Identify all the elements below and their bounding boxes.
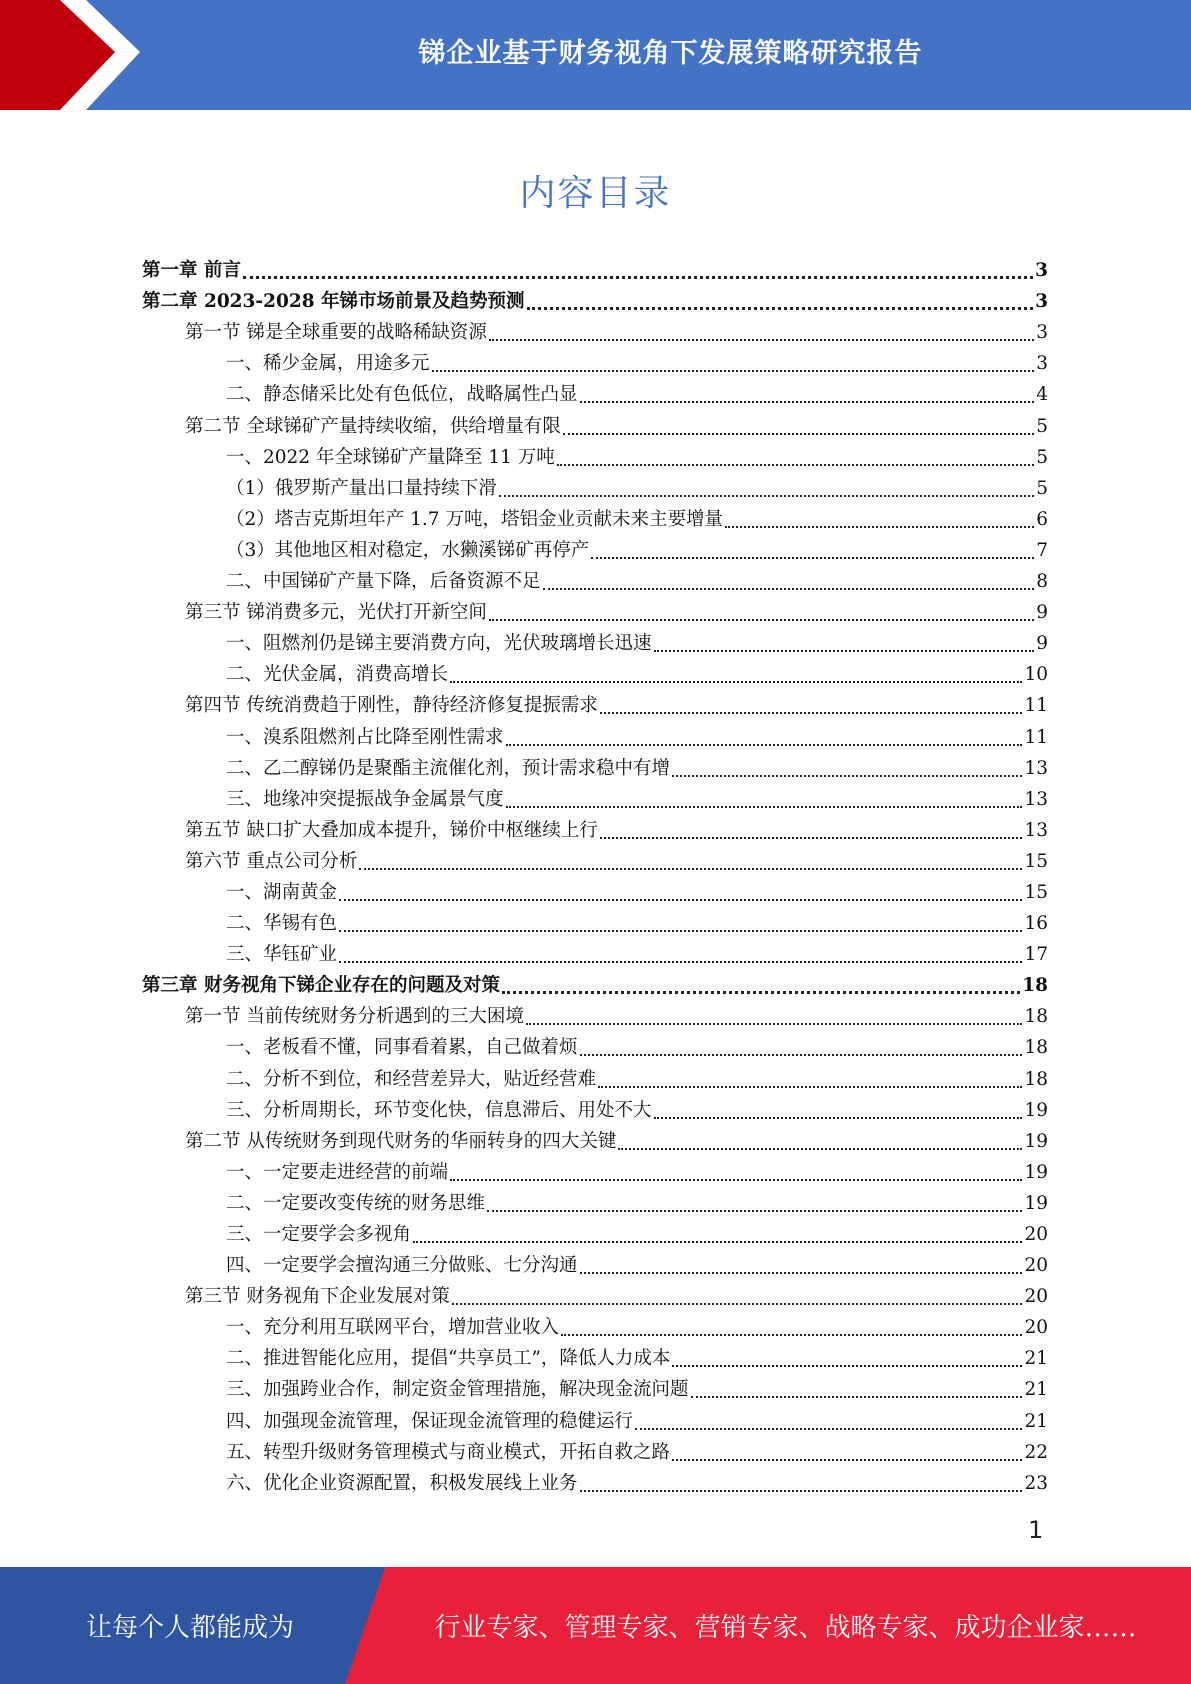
toc-dot-leader: [600, 712, 1023, 714]
toc-entry-page: 13: [1024, 788, 1048, 810]
toc-entry-label: 一、老板看不懂，同事看着累，自己做着烦: [226, 1037, 578, 1059]
toc-entry-page: 5: [1036, 446, 1048, 468]
toc-dot-leader: [506, 806, 1023, 808]
toc-entry-label: 第一章 前言: [142, 260, 241, 282]
toc-entry-page: 20: [1024, 1224, 1048, 1245]
toc-entry-page: 10: [1024, 664, 1048, 686]
toc-entry-page: 15: [1024, 881, 1048, 903]
footer-slogan-left: 让每个人都能成为: [85, 1613, 294, 1643]
toc-entry-label: 第一节 锑是全球重要的战略稀缺资源: [185, 322, 487, 344]
toc-entry[interactable]: [142, 504, 1048, 535]
toc-entry-page: 17: [1024, 944, 1048, 966]
toc-entry-label: 一、阻燃剂仍是锑主要消费方向，光伏玻璃增长迅速: [226, 633, 652, 655]
toc-entry-label: 第二章 2023-2028 年锑市场前景及趋势预测: [142, 291, 525, 313]
toc-entry-label: （3）其他地区相对稳定，水獭溪锑矿再停产: [226, 539, 590, 561]
toc-entry[interactable]: [142, 379, 1048, 410]
toc-entry-page: 22: [1024, 1441, 1048, 1463]
toc-entry[interactable]: [142, 784, 1048, 815]
toc-dot-leader: [654, 650, 1035, 652]
toc-dot-leader: [339, 930, 1022, 932]
toc-dot-leader: [725, 526, 1034, 528]
toc-entry-page: 3: [1035, 291, 1048, 313]
toc-entry-page: 9: [1036, 633, 1048, 655]
toc-entry-label: （2）塔吉克斯坦年产 1.7 万吨，塔铝金业贡献未来主要增量: [226, 508, 723, 530]
toc-entry-page: 3: [1036, 353, 1048, 375]
page-number: 1: [1028, 1516, 1044, 1544]
toc-entry[interactable]: [142, 1374, 1048, 1405]
toc-dot-leader: [557, 464, 1034, 466]
page-header: [0, 0, 1191, 110]
toc-dot-leader: [489, 339, 1034, 341]
toc-entry-page: 11: [1024, 695, 1048, 717]
toc-dot-leader: [506, 744, 1023, 746]
toc-entry[interactable]: [142, 535, 1048, 566]
toc-entry-page: 3: [1035, 260, 1048, 282]
toc-entry-label: 一、稀少金属，用途多元: [226, 353, 430, 375]
toc-entry[interactable]: [142, 1343, 1048, 1374]
toc-entry[interactable]: [142, 1405, 1048, 1436]
toc-dot-leader: [591, 557, 1034, 559]
toc-entry-label: 二、光伏金属，消费高增长: [226, 664, 449, 686]
toc-entry-page: 8: [1036, 571, 1048, 593]
toc-entry-label: 第四节 传统消费趋于刚性，静待经济修复提振需求: [185, 695, 598, 717]
toc-entry-page: 3: [1036, 322, 1048, 344]
toc-entry-label: 五、转型升级财务管理模式与商业模式，开拓自救之路: [226, 1441, 671, 1463]
toc-entry-page: 16: [1024, 913, 1048, 935]
toc-entry-page: 19: [1024, 1099, 1048, 1121]
toc-entry[interactable]: [142, 1188, 1048, 1219]
toc-dot-leader: [672, 1459, 1022, 1461]
toc-entry-page: 6: [1036, 508, 1048, 530]
toc-dot-leader: [654, 1117, 1023, 1119]
toc-entry-label: 一、充分利用互联网平台，增加营业收入: [226, 1317, 560, 1339]
toc-entry[interactable]: [142, 473, 1048, 504]
toc-entry-label: 二、乙二醇锑仍是聚酯主流催化剂，预计需求稳中有增: [226, 757, 671, 779]
report-title: 锑企业基于财务视角下发展策略研究报告: [418, 37, 923, 69]
toc-entry[interactable]: [142, 753, 1048, 784]
toc-entry[interactable]: [142, 1219, 1048, 1250]
toc-dot-leader: [600, 837, 1023, 839]
toc-entry[interactable]: [142, 566, 1048, 597]
toc-dot-leader: [527, 307, 1034, 310]
toc-entry[interactable]: [142, 939, 1048, 970]
toc-entry-page: 13: [1024, 819, 1048, 841]
toc-entry[interactable]: [142, 1468, 1048, 1499]
toc-entry-label: 第二节 全球锑矿产量持续收缩，供给增量有限: [185, 415, 561, 437]
toc-entry-page: 19: [1024, 1192, 1048, 1214]
toc-entry-page: 18: [1022, 975, 1048, 997]
toc-entry[interactable]: [142, 1250, 1048, 1281]
toc-dot-leader: [452, 1303, 1023, 1305]
toc-entry[interactable]: [142, 1126, 1048, 1157]
toc-entry-label: 第三章 财务视角下锑企业存在的问题及对策: [142, 975, 500, 997]
toc-entry-page: 19: [1024, 1130, 1048, 1152]
toc-entry[interactable]: [142, 1032, 1048, 1063]
toc-entry[interactable]: [142, 659, 1048, 690]
toc-entry-page: 5: [1036, 477, 1048, 499]
toc-dot-leader: [561, 1334, 1022, 1336]
toc-entry[interactable]: [142, 1157, 1048, 1188]
toc-entry-label: 三、一定要学会多视角: [226, 1224, 412, 1245]
toc-dot-leader: [502, 991, 1020, 994]
toc-entry[interactable]: [142, 286, 1048, 317]
toc-entry-label: 三、华钰矿业: [226, 944, 338, 966]
toc-entry[interactable]: [142, 442, 1048, 473]
table-of-contents: [142, 255, 1048, 1499]
toc-dot-leader: [580, 1054, 1023, 1056]
toc-entry[interactable]: [142, 1095, 1048, 1126]
toc-entry-page: 15: [1024, 850, 1048, 872]
toc-dot-leader: [359, 868, 1022, 870]
toc-entry-page: 4: [1036, 384, 1048, 406]
toc-entry-label: 二、静态储采比处有色低位，战略属性凸显: [226, 384, 578, 406]
toc-entry-label: 一、溴系阻燃剂占比降至刚性需求: [226, 726, 504, 748]
toc-entry-page: 7: [1036, 539, 1048, 561]
toc-entry[interactable]: [142, 690, 1048, 721]
toc-entry[interactable]: [142, 721, 1048, 752]
toc-entry[interactable]: [142, 317, 1048, 348]
toc-entry[interactable]: [142, 970, 1048, 1001]
toc-dot-leader: [339, 899, 1022, 901]
toc-entry-page: 20: [1024, 1286, 1048, 1308]
toc-entry-label: 二、分析不到位，和经营差异大，贴近经营难: [226, 1068, 597, 1090]
toc-entry-label: 第三节 财务视角下企业发展对策: [185, 1286, 450, 1308]
toc-entry-page: 13: [1024, 757, 1048, 779]
toc-entry-label: 三、地缘冲突提振战争金属景气度: [226, 788, 504, 810]
toc-entry[interactable]: [142, 1001, 1048, 1032]
toc-entry-label: 二、中国锑矿产量下降，后备资源不足: [226, 571, 541, 593]
toc-dot-leader: [432, 370, 1035, 372]
toc-entry-label: 一、湖南黄金: [226, 881, 338, 903]
toc-entry-label: 第五节 缺口扩大叠加成本提升，锑价中枢继续上行: [185, 819, 598, 841]
toc-dot-leader: [489, 619, 1034, 621]
toc-entry-page: 23: [1024, 1472, 1048, 1494]
toc-dot-leader: [672, 775, 1022, 777]
toc-entry-page: 21: [1024, 1410, 1048, 1432]
toc-entry[interactable]: [142, 908, 1048, 939]
toc-entry[interactable]: [142, 628, 1048, 659]
header-arrow-decoration: [0, 0, 150, 110]
toc-entry-label: 四、一定要学会擅沟通三分做账、七分沟通: [226, 1255, 578, 1277]
toc-entry-label: 六、优化企业资源配置，积极发展线上业务: [226, 1472, 578, 1494]
toc-entry-label: 第三节 锑消费多元，光伏打开新空间: [185, 602, 487, 624]
toc-entry[interactable]: [142, 1437, 1048, 1468]
toc-entry[interactable]: [142, 1312, 1048, 1343]
toc-dot-leader: [413, 1241, 1022, 1243]
toc-entry-label: 第一节 当前传统财务分析遇到的三大困境: [185, 1006, 524, 1028]
toc-dot-leader: [580, 401, 1035, 403]
toc-entry-label: 二、华锡有色: [226, 913, 338, 935]
toc-dot-leader: [543, 588, 1035, 590]
toc-entry-page: 11: [1024, 726, 1048, 748]
toc-entry-label: 第六节 重点公司分析: [185, 850, 358, 872]
toc-entry[interactable]: [142, 410, 1048, 441]
toc-dot-leader: [618, 1148, 1022, 1150]
toc-entry-page: 21: [1024, 1379, 1048, 1401]
toc-dot-leader: [526, 1023, 1023, 1025]
toc-entry-page: 18: [1024, 1068, 1048, 1090]
toc-entry-label: 二、一定要改变传统的财务思维: [226, 1192, 486, 1214]
toc-heading: 内容目录: [519, 173, 672, 214]
toc-entry[interactable]: [142, 597, 1048, 628]
toc-dot-leader: [450, 1179, 1022, 1181]
toc-dot-leader: [563, 433, 1034, 435]
toc-entry-page: 21: [1024, 1348, 1048, 1370]
toc-entry-label: （1）俄罗斯产量出口量持续下滑: [226, 477, 497, 499]
toc-entry-label: 二、推进智能化应用，提倡“共享员工”，降低人力成本: [226, 1348, 671, 1370]
toc-entry-page: 18: [1024, 1037, 1048, 1059]
toc-entry[interactable]: [142, 877, 1048, 908]
toc-dot-leader: [450, 681, 1022, 683]
toc-entry-page: 18: [1024, 1006, 1048, 1028]
toc-entry-page: 5: [1036, 415, 1048, 437]
toc-dot-leader: [339, 961, 1022, 963]
toc-entry-page: 20: [1024, 1255, 1048, 1277]
toc-entry-page: 20: [1024, 1317, 1048, 1339]
toc-dot-leader: [635, 1428, 1022, 1430]
toc-dot-leader: [580, 1490, 1023, 1492]
toc-entry[interactable]: [142, 1281, 1048, 1312]
toc-entry-label: 一、一定要走进经营的前端: [226, 1161, 449, 1183]
toc-entry[interactable]: [142, 1063, 1048, 1094]
toc-entry-page: 9: [1036, 602, 1048, 624]
toc-entry-label: 三、加强跨业合作，制定资金管理措施，解决现金流问题: [226, 1379, 689, 1401]
toc-dot-leader: [499, 495, 1034, 497]
toc-dot-leader: [598, 1086, 1022, 1088]
toc-entry-label: 一、2022 年全球锑矿产量降至 11 万吨: [226, 446, 555, 468]
toc-dot-leader: [243, 276, 1033, 279]
page-footer: [0, 1567, 1191, 1684]
toc-entry[interactable]: [142, 348, 1048, 379]
toc-entry[interactable]: [142, 846, 1048, 877]
toc-dot-leader: [691, 1396, 1023, 1398]
toc-entry[interactable]: [142, 815, 1048, 846]
toc-entry-label: 四、加强现金流管理，保证现金流管理的稳健运行: [226, 1410, 634, 1432]
toc-entry-label: 第二节 从传统财务到现代财务的华丽转身的四大关键: [185, 1130, 617, 1152]
toc-dot-leader: [672, 1365, 1022, 1367]
toc-dot-leader: [580, 1272, 1023, 1274]
toc-dot-leader: [487, 1210, 1022, 1212]
toc-entry-page: 19: [1024, 1161, 1048, 1183]
toc-entry[interactable]: [142, 255, 1048, 286]
toc-entry-label: 三、分析周期长，环节变化快，信息滞后、用处不大: [226, 1099, 652, 1121]
footer-slogan-right: 行业专家、管理专家、营销专家、战略专家、成功企业家……: [434, 1613, 1137, 1643]
